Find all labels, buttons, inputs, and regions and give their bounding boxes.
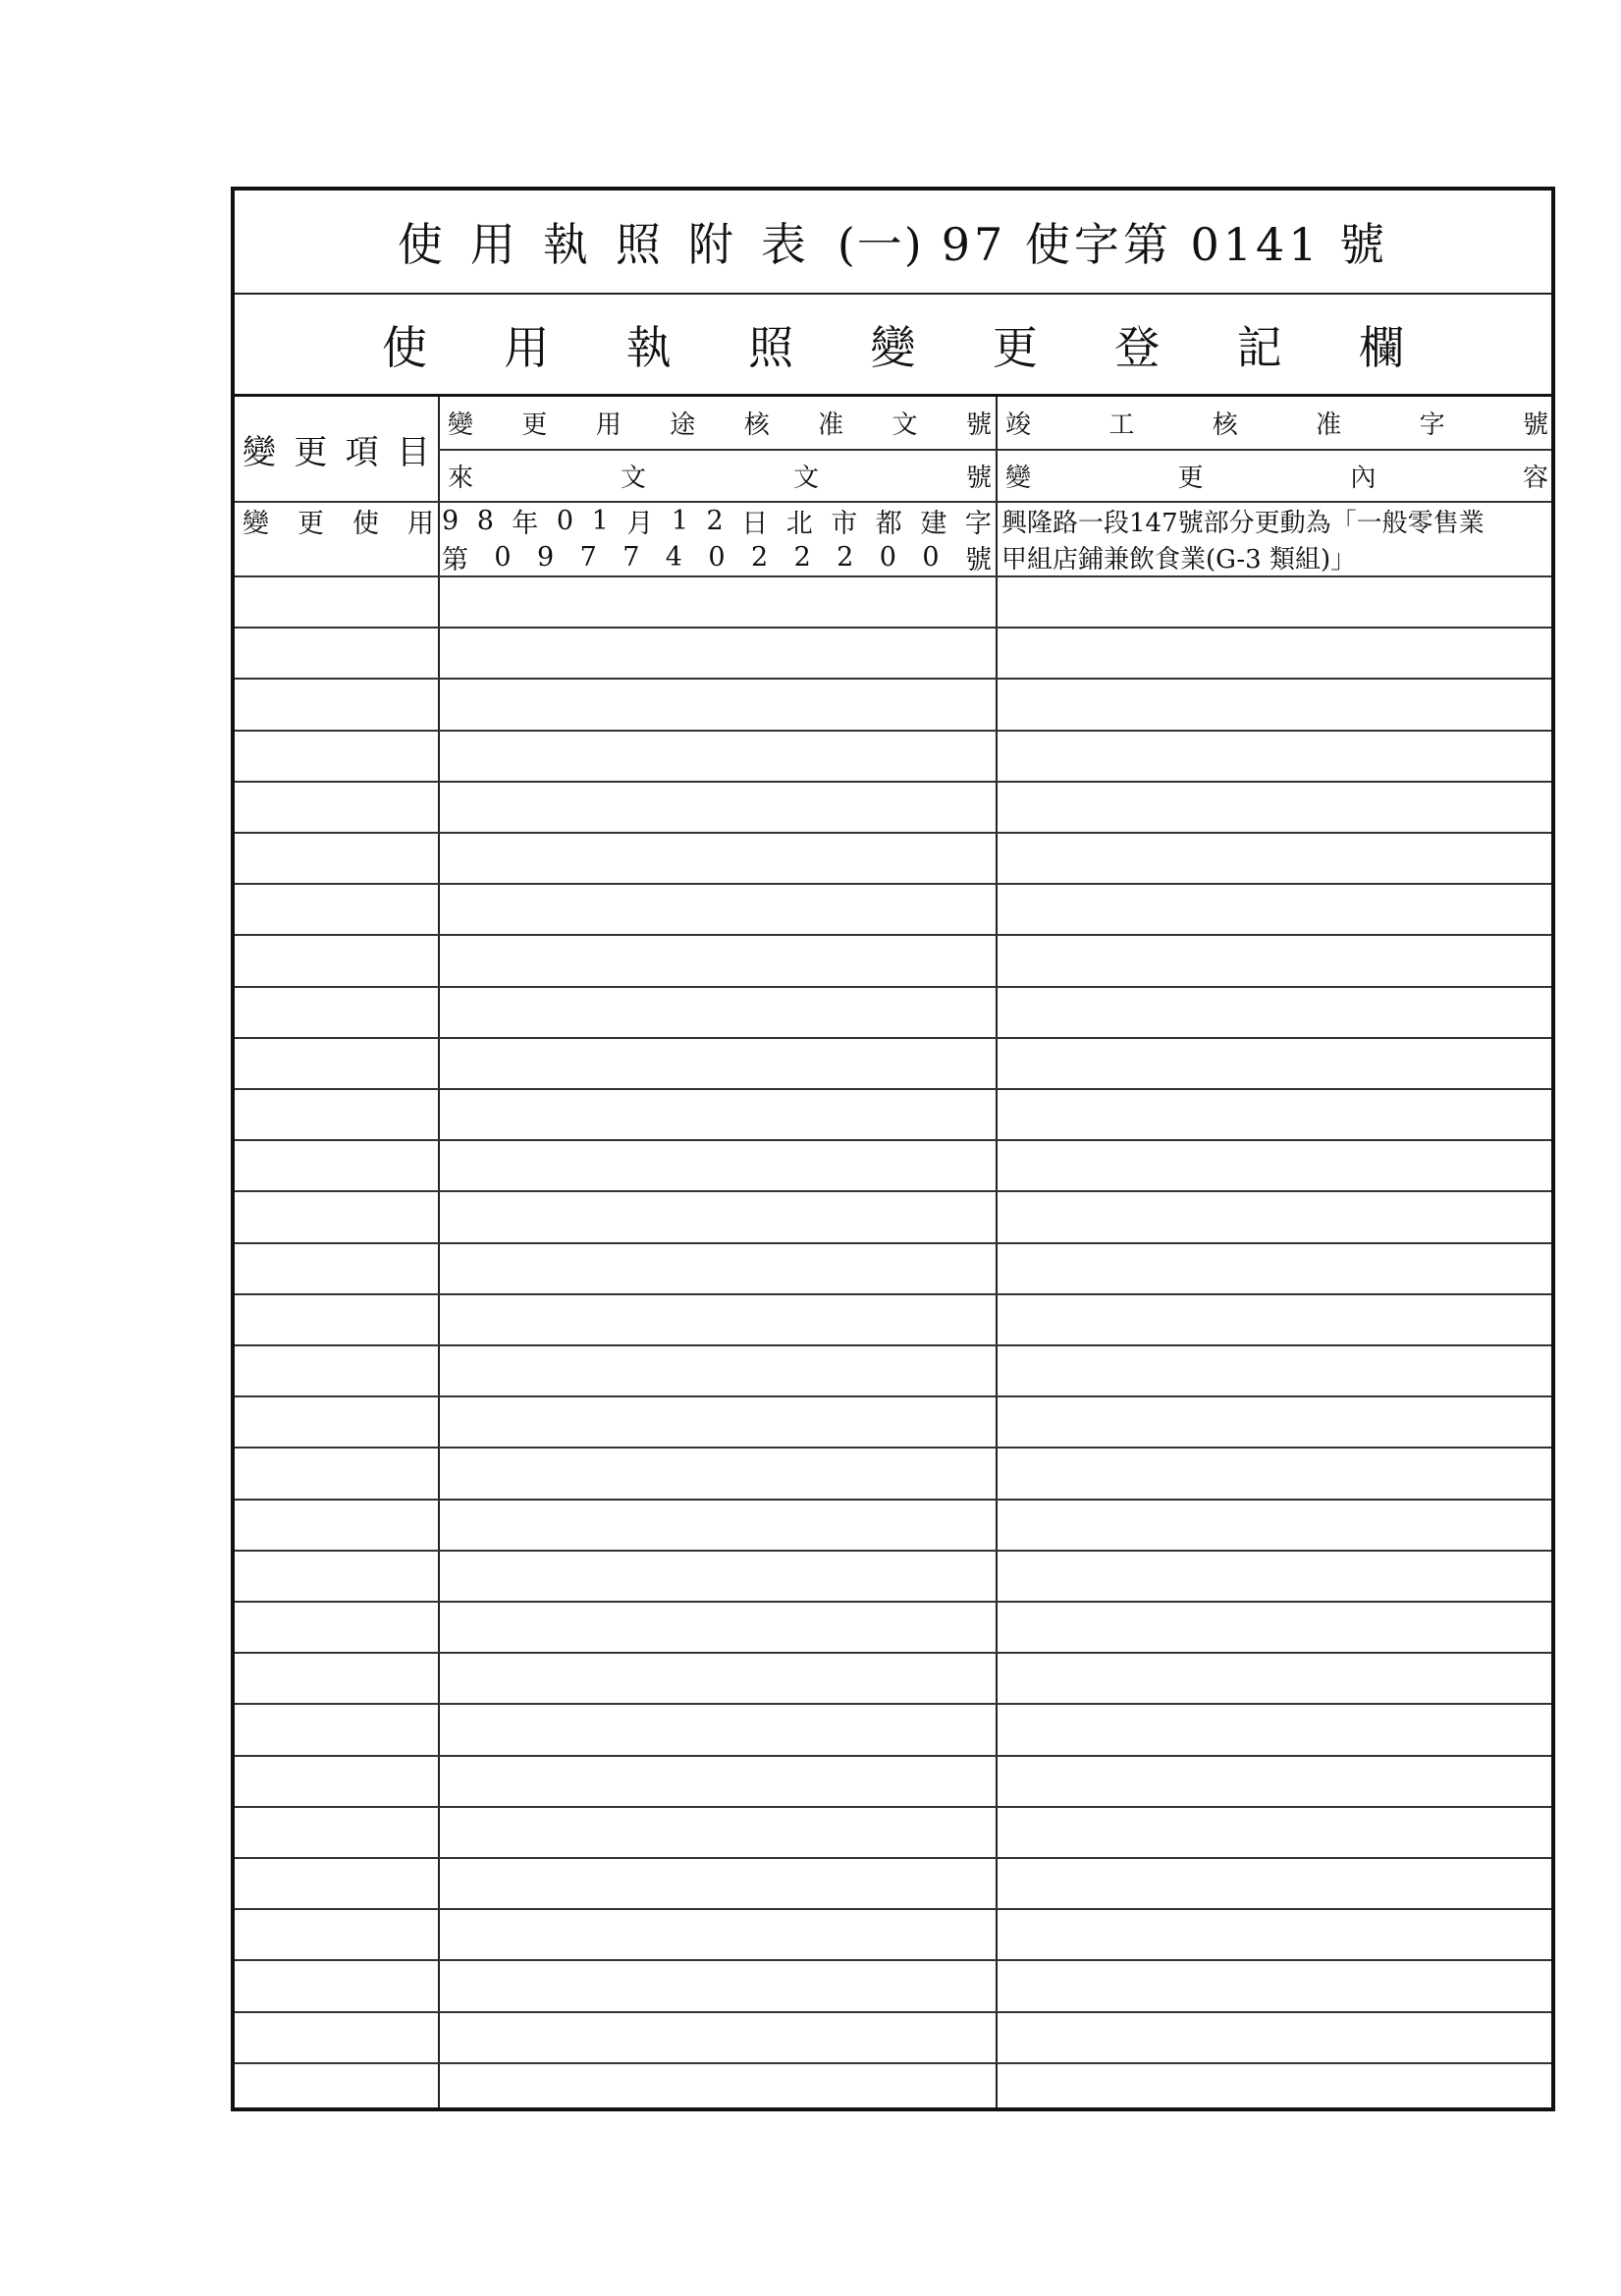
row-line xyxy=(235,883,1551,885)
entry-1-doc xyxy=(440,503,996,575)
entry-1-doc-line-1-char: 2 xyxy=(706,506,724,536)
subtitle-text-char: 欄 xyxy=(1359,320,1404,374)
row-line xyxy=(235,1550,1551,1552)
entry-1-doc-line-1-char: 0 xyxy=(556,506,574,536)
entry-1-doc-line-2-char: 0 xyxy=(879,542,896,573)
form-subtitle xyxy=(235,295,1551,397)
header-completion-no-text-char: 工 xyxy=(1108,410,1135,440)
entry-1-doc-line-2-char: 2 xyxy=(750,542,769,573)
entry-1-content xyxy=(998,503,1552,575)
row-line xyxy=(235,781,1551,783)
header-approval-doc-text-char: 准 xyxy=(818,410,844,440)
row-line xyxy=(235,627,1551,629)
header-completion-no-text xyxy=(1005,397,1548,449)
header-incoming-doc-text-char: 文 xyxy=(792,463,819,493)
entry-1-doc-line-2-char: 4 xyxy=(665,542,682,573)
row-line xyxy=(235,1293,1551,1295)
header-approval-doc-text-char: 文 xyxy=(892,410,918,440)
row-line xyxy=(235,1190,1551,1192)
entry-1-content-line-1: 興隆路一段147號部分更動為「一般零售業 xyxy=(1001,509,1485,538)
header-approval-doc-text-char: 用 xyxy=(595,410,621,440)
header-approval-doc-text-char: 更 xyxy=(521,410,548,440)
header-incoming-doc-text-char: 文 xyxy=(620,463,646,493)
column-divider-2 xyxy=(996,397,998,2107)
row-line xyxy=(235,730,1551,732)
header-approval-doc-text xyxy=(448,397,992,449)
row-line xyxy=(235,575,1551,577)
entry-1-doc-line-2-char: 2 xyxy=(837,542,854,573)
row-line xyxy=(235,1959,1551,1961)
row-line xyxy=(235,2011,1551,2013)
header-approval-doc-text-char: 變 xyxy=(448,410,474,440)
header-completion-no xyxy=(998,397,1552,449)
title-number: 97 使字第 0141 號 xyxy=(941,218,1389,271)
form-title xyxy=(235,191,1551,295)
row-line xyxy=(235,2062,1551,2064)
row-line xyxy=(235,1703,1551,1705)
header-completion-no-text-char: 竣 xyxy=(1005,410,1032,440)
entry-1-doc-line-1-char: 市 xyxy=(831,509,858,539)
entry-1-doc-line-2-char: 0 xyxy=(708,542,726,573)
entry-1-doc-line-1-char: 北 xyxy=(785,509,813,539)
row-line xyxy=(235,1499,1551,1501)
header-approval-doc-text-char: 號 xyxy=(965,410,992,440)
entry-1-doc-line-1-char: 都 xyxy=(875,509,902,539)
entry-1-doc-line-2-char: 第 xyxy=(442,545,468,575)
entry-1-doc-line-1-char: 月 xyxy=(626,509,654,539)
header-completion-no-text-char: 號 xyxy=(1522,410,1548,440)
header-change-item-text xyxy=(243,397,430,501)
entry-1-doc-line-2-char: 7 xyxy=(579,542,597,573)
header-approval-doc-text-char: 途 xyxy=(670,410,696,440)
row-line xyxy=(235,986,1551,988)
header-change-item-text-char: 更 xyxy=(294,432,328,472)
header-incoming-doc xyxy=(440,450,996,501)
header-change-content-text-char: 內 xyxy=(1350,463,1377,493)
header-change-content-text-char: 更 xyxy=(1177,463,1204,493)
row-line xyxy=(235,1037,1551,1039)
subtitle-text-char: 照 xyxy=(748,320,794,374)
entry-1-doc-line-2-char: 9 xyxy=(537,542,555,573)
entry-1-doc-line-2-char: 2 xyxy=(793,542,811,573)
header-change-item xyxy=(235,397,438,501)
entry-1-doc-line-2-char: 號 xyxy=(964,545,992,575)
subtitle-text-char: 變 xyxy=(870,320,916,374)
header-incoming-doc-text-char: 號 xyxy=(965,463,992,493)
row-line xyxy=(235,1088,1551,1090)
header-change-item-text-char: 變 xyxy=(243,432,276,472)
entry-1-doc-line-1-char: 年 xyxy=(512,509,539,539)
row-line xyxy=(235,1242,1551,1244)
row-line xyxy=(235,934,1551,936)
entry-1-doc-line-1 xyxy=(442,503,992,539)
header-incoming-doc-text-char: 來 xyxy=(448,463,474,493)
row-line xyxy=(235,1652,1551,1654)
header-completion-no-text-char: 核 xyxy=(1212,410,1238,440)
title-prefix: 使用執照附表 xyxy=(397,218,834,271)
subtitle-text-char: 執 xyxy=(625,320,672,374)
row-line xyxy=(235,1139,1551,1141)
entry-1-doc-line-1-char: 日 xyxy=(741,509,769,539)
row-line xyxy=(235,1447,1551,1449)
header-change-content-text-char: 變 xyxy=(1005,463,1032,493)
header-change-content-text xyxy=(1005,450,1548,501)
row-line xyxy=(235,1806,1551,1808)
entry-1-doc-line-2-char: 0 xyxy=(494,542,512,573)
column-divider-1 xyxy=(438,397,440,2107)
subtitle-text-char: 使 xyxy=(382,320,427,374)
header-completion-no-text-char: 字 xyxy=(1419,410,1445,440)
entry-1-content-line-2: 甲組店鋪兼飲食業(G-3 類組)」 xyxy=(1001,545,1357,574)
header-incoming-doc-text xyxy=(448,450,992,501)
row-line xyxy=(235,1857,1551,1859)
header-change-content-text-char: 容 xyxy=(1522,463,1548,493)
header-completion-no-text-char: 准 xyxy=(1316,410,1342,440)
row-line xyxy=(235,1344,1551,1346)
row-line xyxy=(235,1755,1551,1757)
entry-1-doc-line-1-char: 建 xyxy=(920,509,947,539)
entry-1-doc-line-1-char: 1 xyxy=(591,506,609,536)
row-line xyxy=(235,832,1551,834)
row-line xyxy=(235,1908,1551,1910)
header-change-content xyxy=(998,450,1552,501)
entry-1-item-text xyxy=(243,503,434,539)
entry-1-item xyxy=(235,503,438,575)
entry-1-item-text-char: 使 xyxy=(352,509,379,539)
entry-1-doc-line-1-char: 1 xyxy=(671,506,689,536)
header-approval-doc-text-char: 核 xyxy=(743,410,770,440)
subtitle-text-char: 登 xyxy=(1114,320,1161,374)
subtitle-text-char: 更 xyxy=(992,320,1038,374)
entry-1-item-text-char: 更 xyxy=(297,509,324,539)
row-line xyxy=(235,678,1551,680)
entry-1-doc-line-1-char: 字 xyxy=(964,509,992,539)
entry-1-doc-line-1-char: 9 xyxy=(442,506,459,536)
row-line xyxy=(235,1601,1551,1603)
entry-1-doc-line-2-char: 0 xyxy=(922,542,940,573)
entry-1-item-text-char: 變 xyxy=(243,509,269,539)
entry-1-doc-line-2-char: 7 xyxy=(622,542,640,573)
header-change-item-text-char: 目 xyxy=(396,432,430,472)
entry-1-item-text-char: 用 xyxy=(407,509,434,539)
subtitle-text-char: 記 xyxy=(1236,320,1282,374)
subtitle-text xyxy=(382,312,1404,377)
row-line xyxy=(235,1395,1551,1397)
subtitle-text-char: 用 xyxy=(504,320,550,374)
title-paren: (一) xyxy=(837,218,924,271)
header-change-item-text-char: 項 xyxy=(345,432,379,472)
entry-1-doc-line-1-char: 8 xyxy=(476,506,494,536)
header-approval-doc xyxy=(440,397,996,449)
entry-1-doc-line-2 xyxy=(442,539,992,575)
form-frame xyxy=(231,187,1555,2111)
